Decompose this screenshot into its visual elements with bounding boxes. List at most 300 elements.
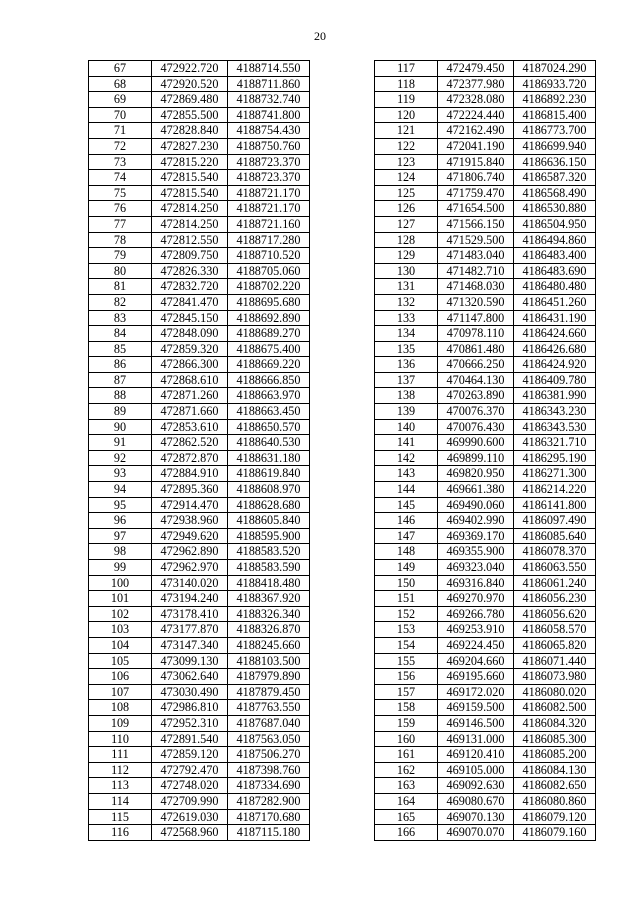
y-coordinate-cell: 4186085.200: [514, 747, 596, 763]
y-coordinate-cell: 4186381.990: [514, 388, 596, 404]
y-coordinate-cell: 4188640.530: [228, 435, 310, 451]
y-coordinate-cell: 4188702.220: [228, 279, 310, 295]
x-coordinate-cell: 472853.610: [152, 419, 228, 435]
y-coordinate-cell: 4186321.710: [514, 435, 596, 451]
y-coordinate-cell: 4186097.490: [514, 513, 596, 529]
table-row: [89, 61, 310, 77]
table-row: [89, 669, 310, 685]
point-number-cell: 104: [89, 637, 152, 653]
point-number-cell: 114: [89, 793, 152, 809]
x-coordinate-cell: 469266.780: [438, 606, 514, 622]
x-coordinate-cell: 469070.130: [438, 809, 514, 825]
x-coordinate-cell: 469092.630: [438, 778, 514, 794]
y-coordinate-cell: 4188723.370: [228, 170, 310, 186]
table-row: [89, 450, 310, 466]
point-number-cell: 102: [89, 606, 152, 622]
point-number-cell: 100: [89, 575, 152, 591]
y-coordinate-cell: 4187282.900: [228, 793, 310, 809]
x-coordinate-cell: 472855.500: [152, 107, 228, 123]
x-coordinate-cell: 472224.440: [438, 107, 514, 123]
x-coordinate-cell: 470666.250: [438, 357, 514, 373]
point-number-cell: 103: [89, 622, 152, 638]
y-coordinate-cell: 4186295.190: [514, 450, 596, 466]
table-row: [89, 700, 310, 716]
table-row: [89, 793, 310, 809]
table-row: [375, 170, 596, 186]
y-coordinate-cell: 4188732.740: [228, 92, 310, 108]
x-coordinate-cell: 470263.890: [438, 388, 514, 404]
point-number-cell: 144: [375, 482, 438, 498]
table-row: [89, 404, 310, 420]
x-coordinate-cell: 469080.670: [438, 793, 514, 809]
x-coordinate-cell: 472815.540: [152, 170, 228, 186]
x-coordinate-cell: 473178.410: [152, 606, 228, 622]
x-coordinate-cell: 472841.470: [152, 294, 228, 310]
x-coordinate-cell: 471468.030: [438, 279, 514, 295]
point-number-cell: 69: [89, 92, 152, 108]
table-row: [375, 419, 596, 435]
y-coordinate-cell: 4188663.970: [228, 388, 310, 404]
x-coordinate-cell: 469224.450: [438, 637, 514, 653]
table-row: [375, 341, 596, 357]
y-coordinate-cell: 4188628.680: [228, 497, 310, 513]
y-coordinate-cell: 4188326.870: [228, 622, 310, 638]
table-row: [375, 154, 596, 170]
x-coordinate-cell: 473099.130: [152, 653, 228, 669]
x-coordinate-cell: 472962.970: [152, 560, 228, 576]
y-coordinate-cell: 4188631.180: [228, 450, 310, 466]
y-coordinate-cell: 4188666.850: [228, 372, 310, 388]
y-coordinate-cell: 4187979.890: [228, 669, 310, 685]
x-coordinate-cell: 472859.120: [152, 747, 228, 763]
point-number-cell: 110: [89, 731, 152, 747]
table-row: [89, 809, 310, 825]
table-row: [89, 248, 310, 264]
point-number-cell: 80: [89, 263, 152, 279]
table-row: [375, 326, 596, 342]
y-coordinate-cell: 4186424.660: [514, 326, 596, 342]
point-number-cell: 87: [89, 372, 152, 388]
point-number-cell: 130: [375, 263, 438, 279]
y-coordinate-cell: 4186343.530: [514, 419, 596, 435]
x-coordinate-cell: 470076.430: [438, 419, 514, 435]
point-number-cell: 71: [89, 123, 152, 139]
x-coordinate-cell: 472162.490: [438, 123, 514, 139]
table-row: [375, 747, 596, 763]
point-number-cell: 132: [375, 294, 438, 310]
y-coordinate-cell: 4186426.680: [514, 341, 596, 357]
y-coordinate-cell: 4186773.700: [514, 123, 596, 139]
point-number-cell: 85: [89, 341, 152, 357]
y-coordinate-cell: 4186141.800: [514, 497, 596, 513]
table-row: [375, 560, 596, 576]
table-row: [89, 216, 310, 232]
x-coordinate-cell: 469402.990: [438, 513, 514, 529]
y-coordinate-cell: 4187563.050: [228, 731, 310, 747]
point-number-cell: 131: [375, 279, 438, 295]
y-coordinate-cell: 4188692.890: [228, 310, 310, 326]
table-row: [89, 279, 310, 295]
point-number-cell: 140: [375, 419, 438, 435]
y-coordinate-cell: 4187170.680: [228, 809, 310, 825]
x-coordinate-cell: 472891.540: [152, 731, 228, 747]
y-coordinate-cell: 4186587.320: [514, 170, 596, 186]
x-coordinate-cell: 469195.660: [438, 669, 514, 685]
table-row: [89, 731, 310, 747]
point-number-cell: 77: [89, 216, 152, 232]
point-number-cell: 161: [375, 747, 438, 763]
y-coordinate-cell: 4188650.570: [228, 419, 310, 435]
x-coordinate-cell: 470861.480: [438, 341, 514, 357]
x-coordinate-cell: 472814.250: [152, 201, 228, 217]
table-row: [89, 482, 310, 498]
table-row: [89, 825, 310, 841]
y-coordinate-cell: 4187506.270: [228, 747, 310, 763]
x-coordinate-cell: 472848.090: [152, 326, 228, 342]
point-number-cell: 146: [375, 513, 438, 529]
point-number-cell: 81: [89, 279, 152, 295]
coordinates-table-left: [88, 60, 310, 841]
y-coordinate-cell: 4188705.060: [228, 263, 310, 279]
point-number-cell: 68: [89, 76, 152, 92]
x-coordinate-cell: 469490.060: [438, 497, 514, 513]
point-number-cell: 75: [89, 185, 152, 201]
table-row: [375, 700, 596, 716]
table-row: [89, 123, 310, 139]
point-number-cell: 133: [375, 310, 438, 326]
x-coordinate-cell: 469899.110: [438, 450, 514, 466]
x-coordinate-cell: 469355.900: [438, 544, 514, 560]
table-row: [89, 372, 310, 388]
point-number-cell: 147: [375, 528, 438, 544]
y-coordinate-cell: 4188619.840: [228, 466, 310, 482]
point-number-cell: 163: [375, 778, 438, 794]
table-row: [375, 513, 596, 529]
x-coordinate-cell: 472871.260: [152, 388, 228, 404]
point-number-cell: 125: [375, 185, 438, 201]
point-number-cell: 98: [89, 544, 152, 560]
table-row: [375, 778, 596, 794]
table-row: [375, 92, 596, 108]
table-row: [375, 622, 596, 638]
table-row: [375, 248, 596, 264]
x-coordinate-cell: 472328.080: [438, 92, 514, 108]
point-number-cell: 107: [89, 684, 152, 700]
point-number-cell: 90: [89, 419, 152, 435]
y-coordinate-cell: 4186504.950: [514, 216, 596, 232]
point-number-cell: 89: [89, 404, 152, 420]
point-number-cell: 105: [89, 653, 152, 669]
y-coordinate-cell: 4187398.760: [228, 762, 310, 778]
point-number-cell: 78: [89, 232, 152, 248]
x-coordinate-cell: 472815.220: [152, 154, 228, 170]
x-coordinate-cell: 471566.150: [438, 216, 514, 232]
y-coordinate-cell: 4186530.880: [514, 201, 596, 217]
y-coordinate-cell: 4188103.500: [228, 653, 310, 669]
point-number-cell: 126: [375, 201, 438, 217]
table-row: [375, 591, 596, 607]
table-row: [89, 107, 310, 123]
x-coordinate-cell: 472884.910: [152, 466, 228, 482]
table-row: [89, 747, 310, 763]
y-coordinate-cell: 4187879.450: [228, 684, 310, 700]
x-coordinate-cell: 471759.470: [438, 185, 514, 201]
table-row: [375, 497, 596, 513]
y-coordinate-cell: 4186933.720: [514, 76, 596, 92]
table-row: [89, 622, 310, 638]
table-row: [375, 123, 596, 139]
y-coordinate-cell: 4186078.370: [514, 544, 596, 560]
y-coordinate-cell: 4186409.780: [514, 372, 596, 388]
y-coordinate-cell: 4188583.590: [228, 560, 310, 576]
y-coordinate-cell: 4187024.290: [514, 61, 596, 77]
table-row: [375, 731, 596, 747]
x-coordinate-cell: 472859.320: [152, 341, 228, 357]
x-coordinate-cell: 472832.720: [152, 279, 228, 295]
point-number-cell: 164: [375, 793, 438, 809]
x-coordinate-cell: 470076.370: [438, 404, 514, 420]
x-coordinate-cell: 472914.470: [152, 497, 228, 513]
point-number-cell: 139: [375, 404, 438, 420]
y-coordinate-cell: 4186080.020: [514, 684, 596, 700]
y-coordinate-cell: 4186065.820: [514, 637, 596, 653]
table-row: [89, 435, 310, 451]
x-coordinate-cell: 473194.240: [152, 591, 228, 607]
point-number-cell: 111: [89, 747, 152, 763]
table-row: [89, 560, 310, 576]
y-coordinate-cell: 4186699.940: [514, 138, 596, 154]
x-coordinate-cell: 472377.980: [438, 76, 514, 92]
y-coordinate-cell: 4188714.550: [228, 61, 310, 77]
table-row: [375, 637, 596, 653]
point-number-cell: 153: [375, 622, 438, 638]
x-coordinate-cell: 472041.190: [438, 138, 514, 154]
point-number-cell: 151: [375, 591, 438, 607]
point-number-cell: 76: [89, 201, 152, 217]
point-number-cell: 154: [375, 637, 438, 653]
y-coordinate-cell: 4186343.230: [514, 404, 596, 420]
y-coordinate-cell: 4188326.340: [228, 606, 310, 622]
table-row: [89, 544, 310, 560]
table-row: [375, 669, 596, 685]
point-number-cell: 118: [375, 76, 438, 92]
point-number-cell: 97: [89, 528, 152, 544]
table-row: [375, 372, 596, 388]
table-row: [375, 575, 596, 591]
table-row: [375, 544, 596, 560]
point-number-cell: 149: [375, 560, 438, 576]
table-row: [375, 107, 596, 123]
x-coordinate-cell: 472826.330: [152, 263, 228, 279]
table-row: [89, 591, 310, 607]
y-coordinate-cell: 4186483.690: [514, 263, 596, 279]
y-coordinate-cell: 4188721.160: [228, 216, 310, 232]
table-row: [89, 154, 310, 170]
x-coordinate-cell: 472709.990: [152, 793, 228, 809]
y-coordinate-cell: 4186085.300: [514, 731, 596, 747]
y-coordinate-cell: 4186451.260: [514, 294, 596, 310]
point-number-cell: 160: [375, 731, 438, 747]
x-coordinate-cell: 472619.030: [152, 809, 228, 825]
table-row: [375, 482, 596, 498]
x-coordinate-cell: 472922.720: [152, 61, 228, 77]
x-coordinate-cell: 472920.520: [152, 76, 228, 92]
x-coordinate-cell: 469159.500: [438, 700, 514, 716]
x-coordinate-cell: 472986.810: [152, 700, 228, 716]
x-coordinate-cell: 472812.550: [152, 232, 228, 248]
table-row: [89, 357, 310, 373]
x-coordinate-cell: 472868.610: [152, 372, 228, 388]
point-number-cell: 93: [89, 466, 152, 482]
point-number-cell: 162: [375, 762, 438, 778]
table-row: [89, 497, 310, 513]
x-coordinate-cell: 472815.540: [152, 185, 228, 201]
point-number-cell: 145: [375, 497, 438, 513]
point-number-cell: 95: [89, 497, 152, 513]
table-row: [375, 793, 596, 809]
y-coordinate-cell: 4186431.190: [514, 310, 596, 326]
y-coordinate-cell: 4188669.220: [228, 357, 310, 373]
point-number-cell: 143: [375, 466, 438, 482]
y-coordinate-cell: 4186636.150: [514, 154, 596, 170]
x-coordinate-cell: 472869.480: [152, 92, 228, 108]
point-number-cell: 119: [375, 92, 438, 108]
point-number-cell: 92: [89, 450, 152, 466]
x-coordinate-cell: 471483.040: [438, 248, 514, 264]
point-number-cell: 83: [89, 310, 152, 326]
y-coordinate-cell: 4188750.760: [228, 138, 310, 154]
table-row: [89, 513, 310, 529]
table-row: [89, 388, 310, 404]
x-coordinate-cell: 472871.660: [152, 404, 228, 420]
y-coordinate-cell: 4188754.430: [228, 123, 310, 139]
table-row: [375, 357, 596, 373]
y-coordinate-cell: 4186058.570: [514, 622, 596, 638]
x-coordinate-cell: 472866.300: [152, 357, 228, 373]
point-number-cell: 115: [89, 809, 152, 825]
x-coordinate-cell: 471529.500: [438, 232, 514, 248]
table-row: [375, 466, 596, 482]
point-number-cell: 117: [375, 61, 438, 77]
point-number-cell: 91: [89, 435, 152, 451]
y-coordinate-cell: 4188418.480: [228, 575, 310, 591]
point-number-cell: 150: [375, 575, 438, 591]
y-coordinate-cell: 4188723.370: [228, 154, 310, 170]
page-number: 20: [314, 29, 326, 43]
y-coordinate-cell: 4186080.860: [514, 793, 596, 809]
table-row: [89, 466, 310, 482]
table-row: [89, 419, 310, 435]
table-row: [89, 294, 310, 310]
y-coordinate-cell: 4186079.120: [514, 809, 596, 825]
x-coordinate-cell: 473177.870: [152, 622, 228, 638]
point-number-cell: 128: [375, 232, 438, 248]
point-number-cell: 142: [375, 450, 438, 466]
x-coordinate-cell: 473147.340: [152, 637, 228, 653]
x-coordinate-cell: 472895.360: [152, 482, 228, 498]
table-row: [375, 76, 596, 92]
x-coordinate-cell: 472862.520: [152, 435, 228, 451]
table-row: [89, 528, 310, 544]
y-coordinate-cell: 4188711.860: [228, 76, 310, 92]
x-coordinate-cell: 469131.000: [438, 731, 514, 747]
point-number-cell: 137: [375, 372, 438, 388]
x-coordinate-cell: 471147.800: [438, 310, 514, 326]
y-coordinate-cell: 4188663.450: [228, 404, 310, 420]
table-row: [375, 310, 596, 326]
y-coordinate-cell: 4188721.170: [228, 201, 310, 217]
table-row: [89, 92, 310, 108]
point-number-cell: 155: [375, 653, 438, 669]
table-row: [375, 294, 596, 310]
y-coordinate-cell: 4187763.550: [228, 700, 310, 716]
x-coordinate-cell: 471915.840: [438, 154, 514, 170]
y-coordinate-cell: 4188583.520: [228, 544, 310, 560]
y-coordinate-cell: 4186815.400: [514, 107, 596, 123]
y-coordinate-cell: 4188689.270: [228, 326, 310, 342]
point-number-cell: 122: [375, 138, 438, 154]
point-number-cell: 96: [89, 513, 152, 529]
table-row: [375, 404, 596, 420]
table-row: [375, 606, 596, 622]
point-number-cell: 159: [375, 715, 438, 731]
table-row: [89, 606, 310, 622]
x-coordinate-cell: 471320.590: [438, 294, 514, 310]
y-coordinate-cell: 4188367.920: [228, 591, 310, 607]
point-number-cell: 112: [89, 762, 152, 778]
table-row: [375, 263, 596, 279]
table-row: [375, 279, 596, 295]
x-coordinate-cell: 473140.020: [152, 575, 228, 591]
x-coordinate-cell: 469253.910: [438, 622, 514, 638]
x-coordinate-cell: 472748.020: [152, 778, 228, 794]
y-coordinate-cell: 4186084.320: [514, 715, 596, 731]
point-number-cell: 108: [89, 700, 152, 716]
table-row: [89, 778, 310, 794]
y-coordinate-cell: 4186082.650: [514, 778, 596, 794]
x-coordinate-cell: 471806.740: [438, 170, 514, 186]
y-coordinate-cell: 4186214.220: [514, 482, 596, 498]
table-row: [375, 232, 596, 248]
point-number-cell: 70: [89, 107, 152, 123]
x-coordinate-cell: 472809.750: [152, 248, 228, 264]
y-coordinate-cell: 4188717.280: [228, 232, 310, 248]
point-number-cell: 116: [89, 825, 152, 841]
x-coordinate-cell: 469323.040: [438, 560, 514, 576]
point-number-cell: 99: [89, 560, 152, 576]
table-row: [375, 715, 596, 731]
point-number-cell: 124: [375, 170, 438, 186]
point-number-cell: 157: [375, 684, 438, 700]
y-coordinate-cell: 4188741.800: [228, 107, 310, 123]
point-number-cell: 152: [375, 606, 438, 622]
x-coordinate-cell: 469146.500: [438, 715, 514, 731]
x-coordinate-cell: 473030.490: [152, 684, 228, 700]
x-coordinate-cell: 469172.020: [438, 684, 514, 700]
table-row: [375, 61, 596, 77]
table-row: [375, 216, 596, 232]
y-coordinate-cell: 4186424.920: [514, 357, 596, 373]
point-number-cell: 166: [375, 825, 438, 841]
table-row: [89, 201, 310, 217]
x-coordinate-cell: 472949.620: [152, 528, 228, 544]
point-number-cell: 158: [375, 700, 438, 716]
table-row: [89, 310, 310, 326]
x-coordinate-cell: 472938.960: [152, 513, 228, 529]
table-row: [89, 575, 310, 591]
y-coordinate-cell: 4186061.240: [514, 575, 596, 591]
y-coordinate-cell: 4188605.840: [228, 513, 310, 529]
